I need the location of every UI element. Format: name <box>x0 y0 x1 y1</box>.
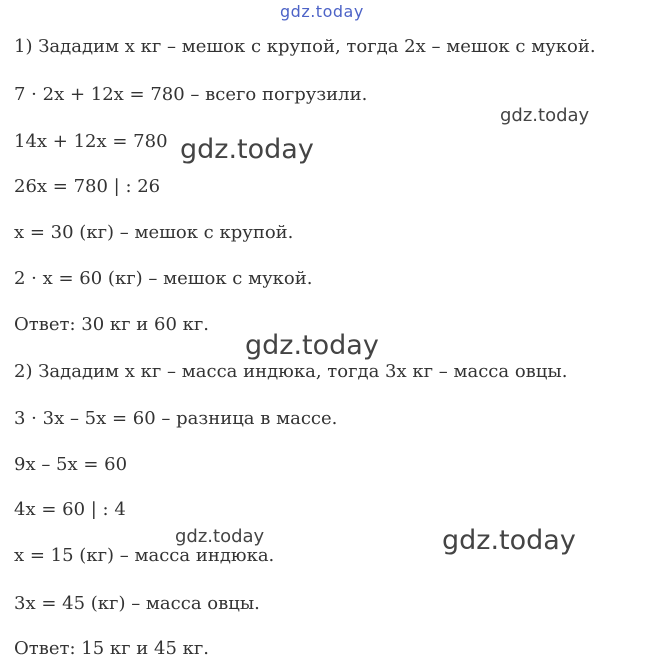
watermark: gdz.today <box>245 330 379 361</box>
solution-line: x = 15 (кг) – масса индюка. <box>14 545 275 566</box>
answer-line: Ответ: 30 кг и 60 кг. <box>14 314 210 335</box>
watermark-top: gdz.today <box>280 2 364 21</box>
solution-line: 14x + 12x = 780 <box>14 131 168 152</box>
watermark: gdz.today <box>175 526 265 547</box>
answer-line: Ответ: 15 кг и 45 кг. <box>14 638 210 659</box>
watermark: gdz.today <box>500 105 590 126</box>
solution-line: 2 · x = 60 (кг) – мешок с мукой. <box>14 268 313 289</box>
solution-line: x = 30 (кг) – мешок с крупой. <box>14 222 294 243</box>
solution-line: 4x = 60 | : 4 <box>14 499 126 520</box>
watermark: gdz.today <box>442 525 576 556</box>
solution-line: 3 · 3x – 5x = 60 – разница в массе. <box>14 408 338 429</box>
solution-line: 9x – 5x = 60 <box>14 454 128 475</box>
solution-line: 26x = 780 | : 26 <box>14 176 161 197</box>
solution-line: 7 · 2x + 12x = 780 – всего погрузили. <box>14 84 368 105</box>
solution-line: 2) Зададим x кг – масса индюка, тогда 3x кг – масса овцы. <box>14 361 568 382</box>
solution-line: 1) Зададим x кг – мешок с крупой, тогда 2x – мешок с мукой. <box>14 36 596 57</box>
solution-line: 3x = 45 (кг) – масса овцы. <box>14 593 260 614</box>
watermark: gdz.today <box>180 134 314 165</box>
